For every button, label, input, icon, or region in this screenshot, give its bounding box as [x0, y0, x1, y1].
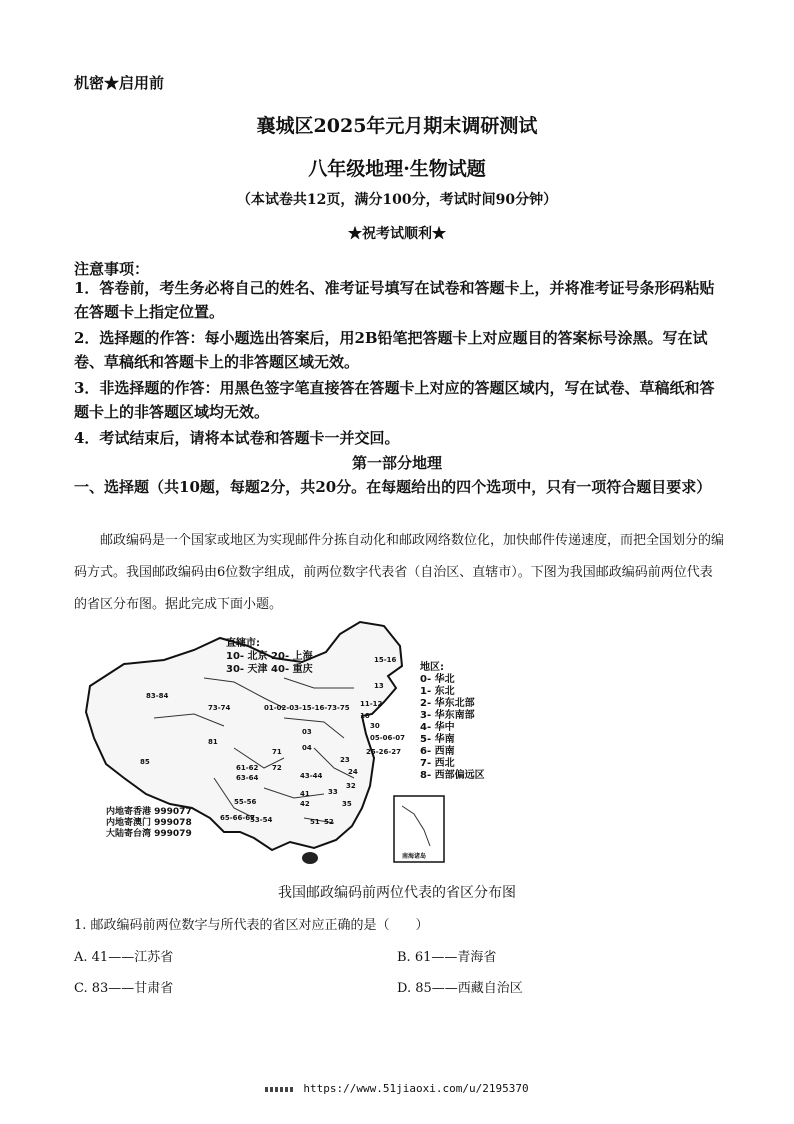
region-legend — [420, 660, 485, 781]
province-code: 24 — [348, 768, 358, 776]
region-item: 7- 西北 — [420, 758, 455, 769]
special-code: 内地寄香港 999077 — [106, 807, 192, 817]
notice-item: 4．考试结束后，请将本试卷和答题卡一并交回。 — [74, 429, 400, 447]
municipality-title: 直辖市: — [226, 638, 260, 649]
province-code: 63-64 — [236, 774, 259, 782]
section-title: 一、选择题（共10题，每题2分，共20分。在每题给出的四个选项中，只有一项符合题目要求） — [74, 478, 712, 496]
province-code: 33 — [328, 788, 338, 796]
notice-heading: 注意事项： — [74, 260, 150, 278]
province-code: 10 — [360, 712, 370, 720]
postal-code-map — [84, 618, 494, 878]
province-code: 30 — [370, 722, 380, 730]
province-code: 03 — [302, 728, 312, 736]
province-code: 83-84 — [146, 692, 169, 700]
province-code: 81 — [208, 738, 218, 746]
option-a[interactable]: A. 41——江苏省 — [74, 950, 174, 965]
confidential-label: 机密★启用前 — [74, 74, 165, 92]
region-title: 地区: — [420, 662, 444, 673]
watermark-mark — [265, 1087, 295, 1092]
province-code: 35 — [342, 800, 352, 808]
region-item: 1- 东北 — [420, 686, 455, 697]
province-code: 43-44 — [300, 772, 323, 780]
province-code: 55-56 — [234, 798, 257, 806]
option-b[interactable]: B. 61——青海省 — [397, 950, 497, 965]
special-code: 大陆寄台湾 999079 — [106, 829, 192, 839]
province-code: 04 — [302, 744, 312, 752]
exam-subtitle: 八年级地理·生物试题 — [308, 158, 486, 180]
good-luck-text: ★祝考试顺利★ — [348, 226, 446, 242]
province-code: 42 — [300, 800, 310, 808]
question-stem: 1. 邮政编码前两位数字与所代表的省区对应正确的是（ ） — [74, 918, 429, 933]
region-item: 0- 华北 — [420, 674, 455, 685]
province-code: 32 — [346, 782, 356, 790]
notice-item: 1．答卷前，考生务必将自己的姓名、准考证号填写在试卷和答题卡上，并将准考证号条形码粘贴在答题卡上指定位置。 — [74, 279, 715, 321]
province-code: 65-66-67 — [220, 814, 256, 822]
province-code: 72 — [272, 764, 282, 772]
province-code: 51 — [310, 818, 320, 826]
map-caption: 我国邮政编码前两位代表的省区分布图 — [278, 885, 516, 901]
exam-info: （本试卷共12页，满分100分，考试时间90分钟） — [236, 192, 558, 208]
municipality-line: 10- 北京 20- 上海 — [226, 651, 313, 662]
municipality-legend — [226, 636, 314, 675]
special-codes — [106, 805, 192, 839]
province-code: 85 — [140, 758, 150, 766]
region-item: 2- 华东北部 — [420, 698, 475, 709]
exam-title: 襄城区2025年元月期末调研测试 — [256, 115, 538, 137]
region-item: 6- 西南 — [420, 746, 455, 757]
inset-label: 南海诸岛 — [402, 853, 427, 860]
province-code: 15-16 — [374, 656, 397, 664]
inset-map — [394, 796, 444, 862]
province-code: 71 — [272, 748, 282, 756]
province-code: 25-26-27 — [366, 748, 402, 756]
province-code: 61-62 — [236, 764, 259, 772]
province-code: 73-74 — [208, 704, 231, 712]
province-code: 53-54 — [250, 816, 273, 824]
province-code: 01-02-03-15-16-73-75 — [264, 704, 350, 712]
region-item: 3- 华东南部 — [420, 710, 475, 721]
question-intro: 邮政编码是一个国家或地区为实现邮件分拣自动化和邮政网络数位化，加快邮件传递速度，而把全国划分的编码方式。我国邮政编码由6位数字组成，前两位数字代表省（自治区、直辖市）。下图为我国邮政编码前两位代表的省区分布图。据此完成下面小题。 — [74, 533, 725, 612]
province-code: 52 — [324, 818, 334, 826]
region-item: 5- 华南 — [420, 734, 455, 745]
province-code: 23 — [340, 756, 350, 764]
notice-item: 3．非选择题的作答：用黑色签字笔直接答在答题卡上对应的答题区域内，写在试卷、草稿纸和答题卡上的非答题区域均无效。 — [74, 379, 715, 421]
province-code: 05-06-07 — [370, 734, 406, 742]
notice-item: 2．选择题的作答：每小题选出答案后，用2B铅笔把答题卡上对应题目的答案标号涂黑。写在试卷、草稿纸和答题卡上的非答题区域无效。 — [74, 329, 708, 371]
special-code: 内地寄澳门 999078 — [106, 818, 192, 828]
region-item: 8- 西部偏远区 — [420, 770, 485, 781]
province-code: 11-12 — [360, 700, 383, 708]
province-code: 13 — [374, 682, 384, 690]
part-title: 第一部分地理 — [351, 454, 442, 472]
municipality-line: 30- 天津 40- 重庆 — [226, 664, 313, 675]
option-d[interactable]: D. 85——西藏自治区 — [397, 981, 523, 996]
option-c[interactable]: C. 83——甘肃省 — [74, 981, 174, 996]
footer — [0, 1082, 794, 1095]
province-code: 41 — [300, 790, 310, 798]
region-item: 4- 华中 — [420, 722, 455, 733]
footer-url[interactable]: https://www.51jiaoxi.com/u/2195370 — [303, 1082, 529, 1095]
